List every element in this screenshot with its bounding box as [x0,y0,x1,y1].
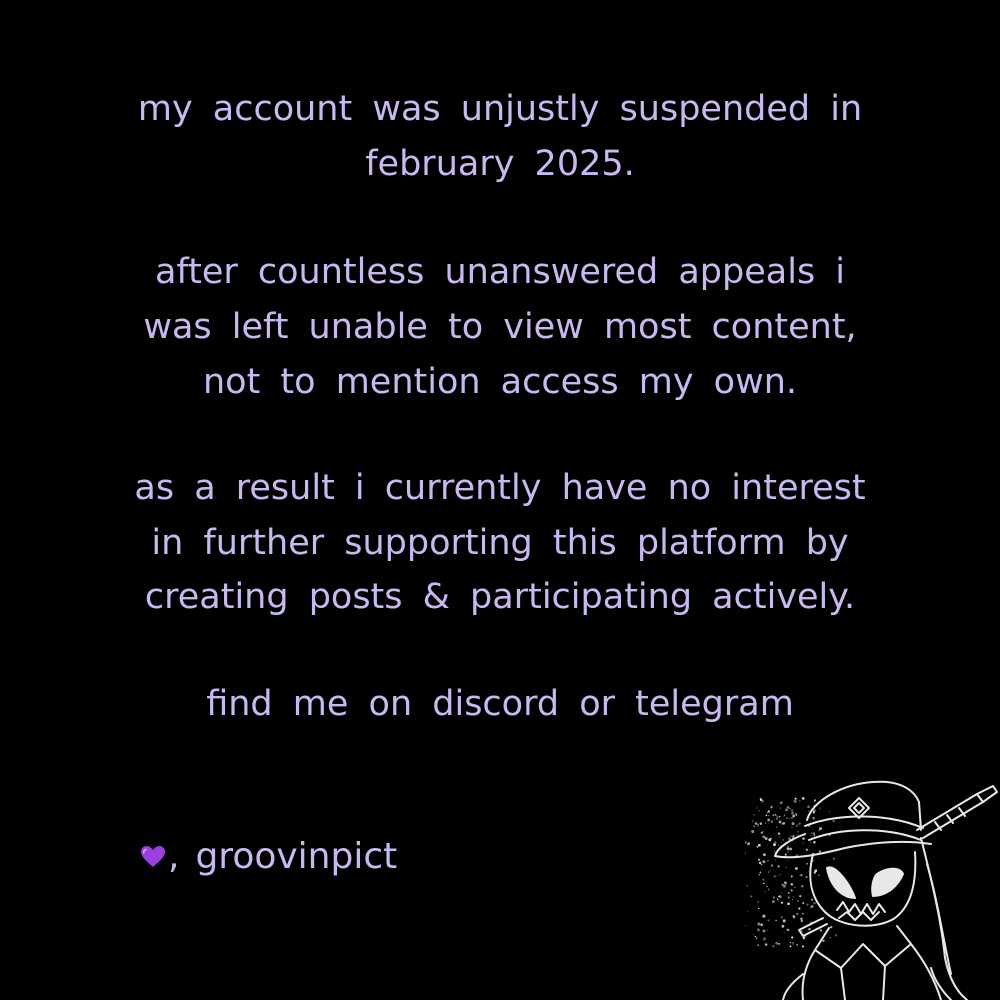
message-line: find me on discord or telegram [206,684,794,724]
purple-heart-icon [140,845,166,869]
signature [140,832,397,882]
character-sketch-icon [745,768,1000,1000]
message-line: as a result i currently have no interest [134,468,866,508]
message-line: my account was unjustly suspended in [137,89,863,129]
message-line: creating posts & participating actively. [144,577,856,617]
message-line: after countless unanswered appeals i [154,252,846,292]
message-line: in further supporting this platform by [151,523,849,563]
message-line: not to mention access my own. [202,362,798,402]
message-line: was left unable to view most content, [143,307,857,347]
signature-handle: groovinpict [195,836,398,877]
signature-separator: , [168,836,180,877]
message-line: february 2025. [365,144,635,184]
